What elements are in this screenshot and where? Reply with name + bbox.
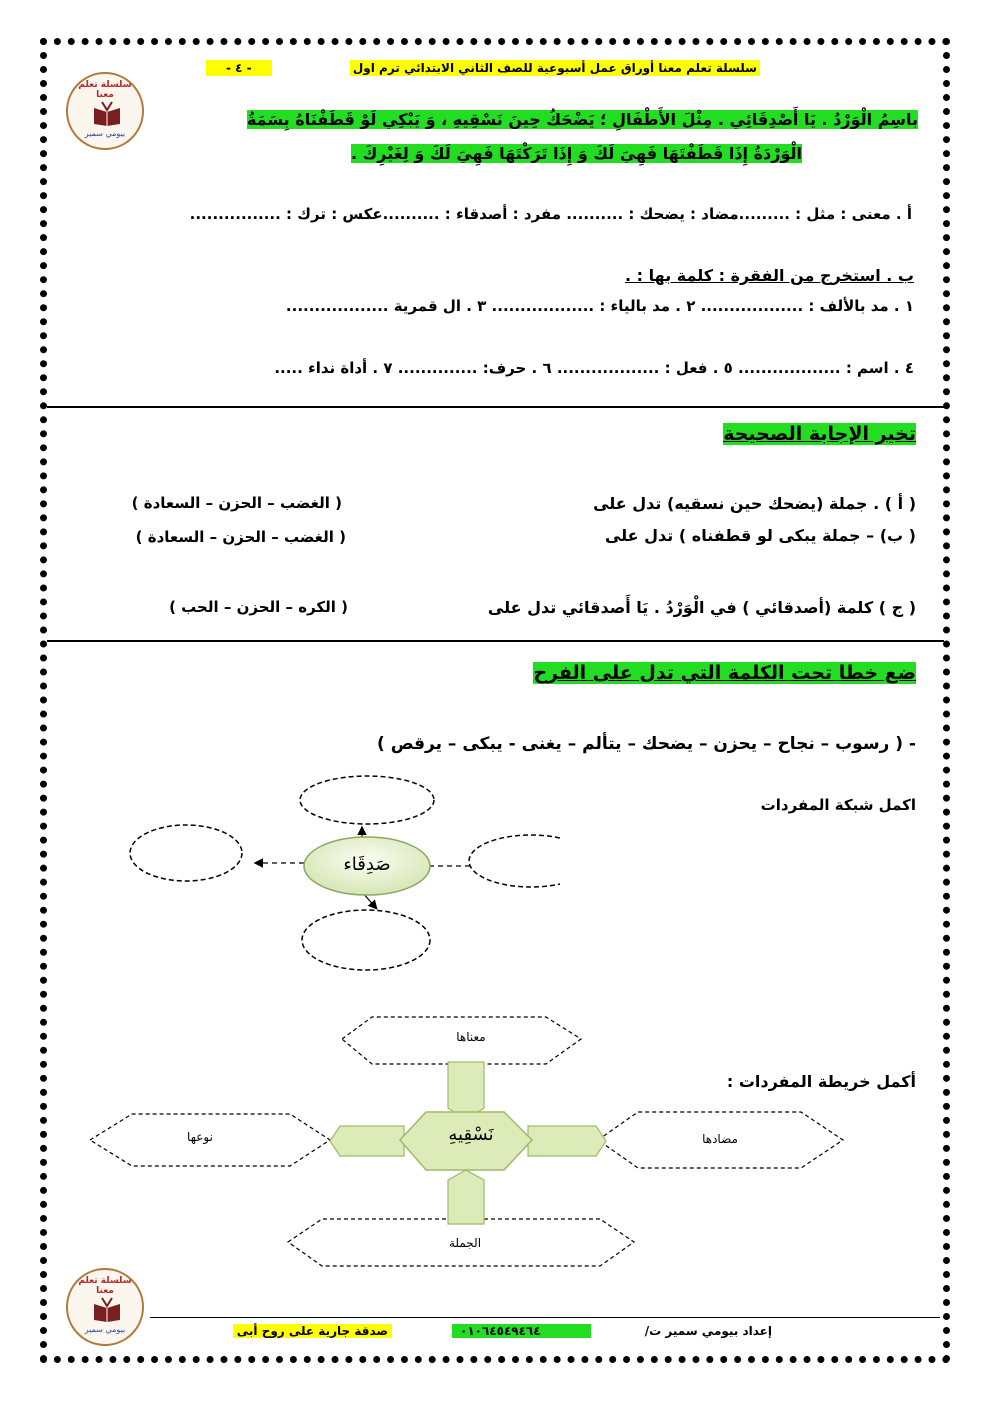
mcq-question-c: ( ج ) كلمة (أصدقائي ) في الْوَرْدُ . يَا أَصدقائي تدل على	[487, 598, 916, 617]
network-blank-left[interactable]	[130, 825, 242, 881]
network-blank-right[interactable]	[469, 835, 560, 887]
logo-bottom-text: سلسلة تعلم معنا	[78, 1276, 132, 1296]
map-center-word: نَسْقِيهِ	[448, 1124, 494, 1145]
network-blank-top[interactable]	[300, 776, 434, 824]
mcq-title: تخير الإجابة الصحيحة	[723, 423, 916, 445]
network-title: اكمل شبكة المفردات	[760, 796, 916, 814]
logo-bottom-name: بيومي سمير	[84, 1325, 126, 1334]
mcq-options-c: ( الكره – الحزن – الحب )	[169, 598, 348, 616]
network-center-word: صَدِقَاء	[343, 854, 391, 875]
map-title: أكمل خريطة المفردات :	[726, 1072, 916, 1091]
mcq-options-a: ( الغضب – الحزن – السعادة )	[131, 494, 342, 512]
footer-phone: ٠١٠٦٤٥٤٩٤٦٤	[452, 1324, 591, 1338]
underline-task-title: ضع خطا تحت الكلمة التي تدل على الفرح	[533, 662, 916, 684]
map-label-bottom: الجملة	[448, 1236, 482, 1250]
map-arm-right	[528, 1126, 606, 1156]
divider-2	[47, 640, 944, 642]
map-arm-left	[330, 1126, 404, 1156]
map-label-right: مضادها	[702, 1132, 738, 1146]
logo-bottom	[66, 1268, 144, 1346]
footer-divider	[150, 1317, 940, 1318]
series-title: سلسلة تعلم معنا أوراق عمل أسبوعية للصف الثاني الابتدائي ترم اول	[350, 60, 760, 76]
vocabulary-network-diagram	[120, 770, 560, 980]
logo-top-name: بيومي سمير	[84, 129, 126, 138]
mcq-options-b: ( الغضب – الحزن – السعادة )	[135, 528, 346, 546]
logo-top	[66, 72, 144, 150]
network-blank-bottom[interactable]	[302, 910, 430, 970]
book-icon	[92, 1296, 122, 1322]
map-arm-bottom	[448, 1170, 484, 1224]
mcq-question-a: ( أ ) . جملة (يضحك حين نسقيه) تدل على	[593, 494, 916, 513]
map-label-top: معناها	[456, 1030, 486, 1044]
divider-1	[47, 406, 944, 408]
book-icon	[92, 100, 122, 126]
section-a-meanings: أ . معنى : مثل : .........مضاد : يضحك : .......... مفرد : أصدقاء : ..........عكس : ترك : ................	[189, 205, 912, 223]
map-label-left: نوعها	[187, 1130, 213, 1144]
footer-dedication: صدقة جارية على روح أبى	[233, 1324, 392, 1338]
page-number: - ٤ -	[206, 60, 272, 76]
underline-task-words: - ( رسوب – نجاح – يحزن – يضحك – يتألم – يغنى - يبكى – يرقص )	[377, 734, 916, 754]
passage-line-1: باسِمُ الْوَرْدُ . يَا أَصْدِقَائِي . مِثْلَ الأَطْفَالِ ؛ يَضْحَكُ حِينَ نَسْقِيهِ ، وَ يَبْكِي لَوْ قَطَفْنَاهُ بِسَمَةُ	[246, 110, 918, 129]
footer-prepared-by: إعداد بيومي سمير ت/	[644, 1324, 772, 1338]
mcq-question-b: ( ب) – جملة يبكى لو قطفناه ) تدل على	[604, 526, 916, 545]
section-b-row-1: ١ . مد بالألف : .................. ٢ . مد بالياء : .................. ٣ . ال قمرية ..................	[285, 297, 914, 315]
section-b-title: ب . استخرج من الفقرة : كلمة بها : .	[625, 266, 914, 285]
logo-top-text: سلسلة تعلم معنا	[78, 80, 132, 100]
passage-line-2: الْوَرْدَةُ إِذَا قَطَفْتَهَا فَهِيَ لَكَ وَ إِذَا تَرَكْتَهَا فَهِيَ لَكَ وَ لِغَيْرِكَ .	[350, 144, 802, 163]
section-b-row-2: ٤ . اسم : .................. ٥ . فعل : .................. ٦ . حرف: .............. ٧ . أداة نداء .....	[274, 359, 914, 377]
